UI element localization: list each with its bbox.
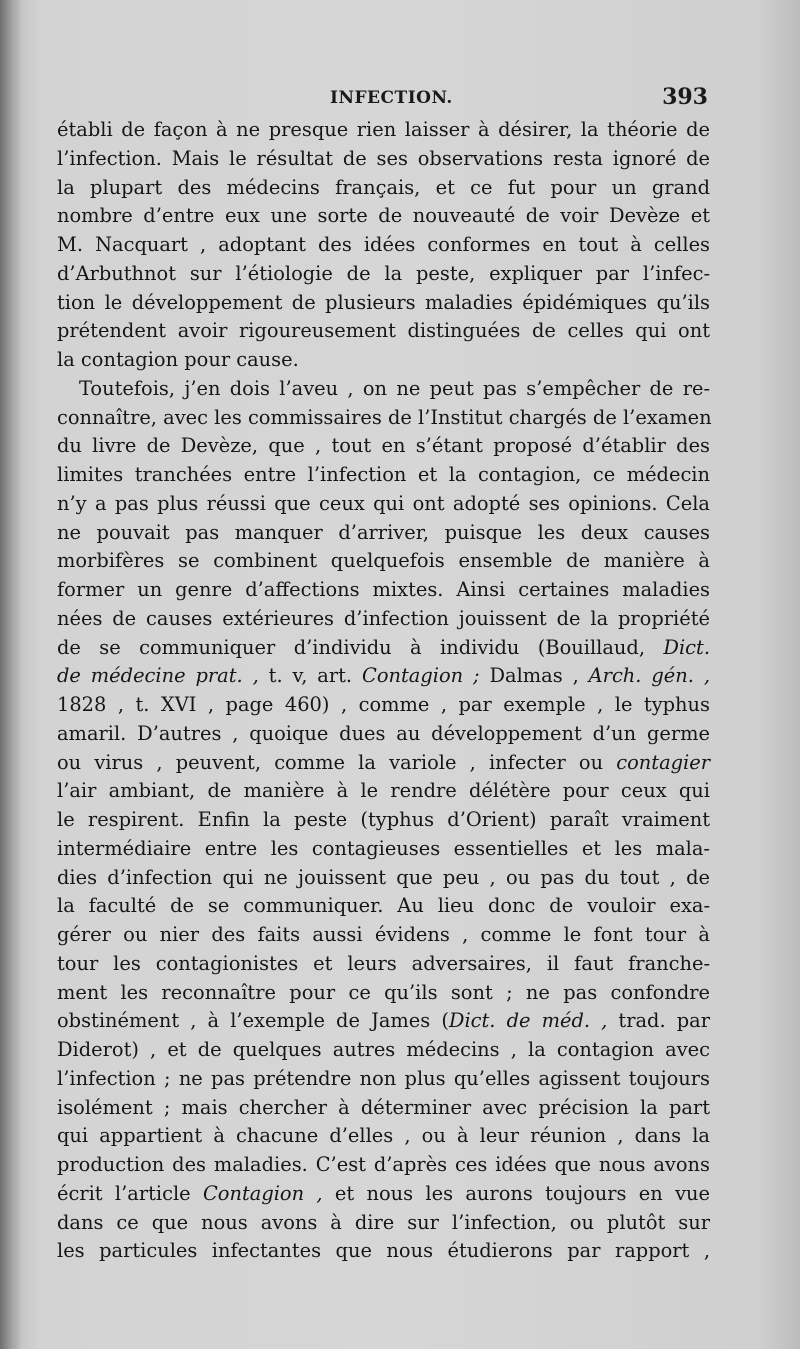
text-segment: morbifères se combinent quelquefois ensemble de manière à [57, 549, 710, 573]
page-header [58, 84, 708, 114]
text-line [57, 346, 710, 375]
text-segment: nombre d’entre eux une sorte de nouveauté de voir Devèze et [57, 204, 710, 228]
page-gutter-shadow [0, 0, 22, 1349]
text-segment: intermédiaire entre les contagieuses essentielles et les mala- [57, 836, 710, 860]
text-segment: l’infection. Mais le résultat de ses observations resta ignoré de [57, 146, 710, 170]
text-segment: M. Nacquart , adoptant des idées conformes en tout à celles [57, 233, 710, 256]
text-segment: les particules infectantes que nous étudierons par rapport , [57, 1239, 710, 1263]
text-segment: 1828 , t. XVI , page 460) , comme , par exemple , le typhus [57, 693, 710, 716]
italic-text: Arch. gén. , [588, 664, 710, 688]
text-segment: la contagion pour cause. [57, 348, 299, 371]
text-line [57, 921, 710, 950]
text-line [57, 116, 710, 145]
text-segment: et nous les aurons toujours en vue [322, 1181, 710, 1205]
text-line [57, 1151, 710, 1180]
text-segment: la faculté de se communiquer. Au lieu donc de vouloir exa- [57, 894, 710, 918]
text-line [57, 289, 710, 318]
text-line [57, 490, 710, 519]
text-segment: Dalmas , [479, 664, 589, 688]
text-segment: écrit l’article [57, 1181, 203, 1205]
italic-text: Contagion ; [361, 664, 480, 688]
text-segment: tour les contagionistes et leurs adversaires, il faut franche- [57, 951, 710, 975]
text-line [57, 1094, 710, 1123]
text-line [57, 806, 710, 835]
text-line [57, 950, 710, 979]
text-line [57, 547, 710, 576]
text-segment: prétendent avoir rigoureusement distinguées de celles qui ont [57, 319, 710, 343]
italic-text: de médecine prat. , [57, 664, 259, 688]
running-title: INFECTION. [330, 88, 453, 108]
italic-text: Dict. de méd. , [448, 1009, 608, 1033]
text-line [57, 1065, 710, 1094]
text-segment: ou virus , peuvent, comme la variole , infecter ou [57, 750, 617, 774]
italic-text: Contagion , [202, 1181, 323, 1205]
text-segment: le respirent. Enfin la peste (typhus d’Orient) paraît vraiment [57, 808, 710, 831]
italic-text: Dict. [663, 635, 710, 659]
text-segment: nées de causes extérieures d’infection jouissent de la propriété [57, 606, 710, 630]
text-line [57, 1122, 710, 1151]
text-line [57, 317, 710, 346]
text-segment: amaril. D’autres , quoique dues au développement d’un germe [57, 721, 710, 745]
text-line [57, 777, 710, 806]
text-segment: établi de façon à ne presque rien laisser à désirer, la théorie de [57, 118, 710, 141]
italic-text: contagier [616, 750, 710, 774]
text-line [57, 1180, 710, 1209]
text-segment: ne pouvait pas manquer d’arriver, puisque les deux causes [57, 520, 710, 544]
text-segment: de se communiquer d’individu à individu (Bouillaud, [57, 635, 664, 659]
text-line [57, 835, 710, 864]
text-line [57, 404, 710, 433]
text-line [57, 720, 710, 749]
text-segment: trad. par [607, 1009, 710, 1033]
text-line [57, 202, 710, 231]
text-segment: t. v, art. [258, 664, 362, 688]
text-segment: production des maladies. C’est d’après ces idées que nous avons [57, 1153, 710, 1176]
text-segment: gérer ou nier des faits aussi évidens , comme le font tour à [57, 923, 710, 946]
text-segment: limites tranchées entre l’infection et la contagion, ce médecin [57, 463, 710, 486]
text-segment: du livre de Devèze, que , tout en s’étant proposé d’établir des [57, 434, 710, 458]
text-line [57, 231, 710, 260]
text-line [57, 260, 710, 289]
text-line [57, 864, 710, 893]
text-segment: qui appartient à chacune d’elles , ou à leur réunion , dans la [57, 1124, 710, 1148]
body-text [57, 116, 710, 1266]
text-line [57, 375, 710, 404]
text-segment: dans ce que nous avons à dire sur l’infection, ou plutôt sur [57, 1210, 710, 1234]
text-segment: Toutefois, j’en dois l’aveu , on ne peut pas s’empêcher de re- [79, 376, 710, 400]
text-segment: l’infection ; ne pas prétendre non plus qu’elles agissent toujours [57, 1066, 710, 1090]
text-line [57, 1237, 710, 1266]
text-segment: obstinément , à l’exemple de James ( [57, 1009, 449, 1033]
text-line [57, 145, 710, 174]
text-segment: dies d’infection qui ne jouissent que peu , ou pas du tout , de [57, 865, 710, 889]
text-line [57, 605, 710, 634]
text-segment: tion le développement de plusieurs maladies épidémiques qu’ils [57, 290, 710, 314]
text-line [57, 634, 710, 663]
text-segment: n’y a pas plus réussi que ceux qui ont adopté ses opinions. Cela [57, 491, 710, 515]
text-segment: ment les reconnaître pour ce qu’ils sont ; ne pas confondre [57, 980, 710, 1004]
text-segment: connaître, avec les commissaires de l’Institut chargés de l’examen [57, 405, 712, 429]
text-segment: l’air ambiant, de manière à le rendre délétère pour ceux qui [57, 779, 710, 803]
text-line [57, 1036, 710, 1065]
text-line [57, 691, 710, 720]
text-line [57, 892, 710, 921]
text-line [57, 749, 710, 778]
text-segment: la plupart des médecins français, et ce fut pour un grand [57, 175, 710, 199]
text-line [57, 432, 710, 461]
text-line [57, 174, 710, 203]
text-line [57, 1007, 710, 1036]
page-number: 393 [662, 84, 708, 110]
text-segment: former un genre d’affections mixtes. Ainsi certaines maladies [57, 578, 710, 601]
text-line [57, 519, 710, 548]
text-segment: d’Arbuthnot sur l’étiologie de la peste, expliquer par l’infec- [57, 261, 710, 285]
text-line [57, 461, 710, 490]
text-line [57, 1209, 710, 1238]
text-line [57, 662, 710, 691]
text-line [57, 576, 710, 605]
text-segment: Diderot) , et de quelques autres médecins , la contagion avec [57, 1038, 710, 1061]
text-segment: isolément ; mais chercher à déterminer avec précision la part [57, 1095, 710, 1119]
text-line [57, 979, 710, 1008]
